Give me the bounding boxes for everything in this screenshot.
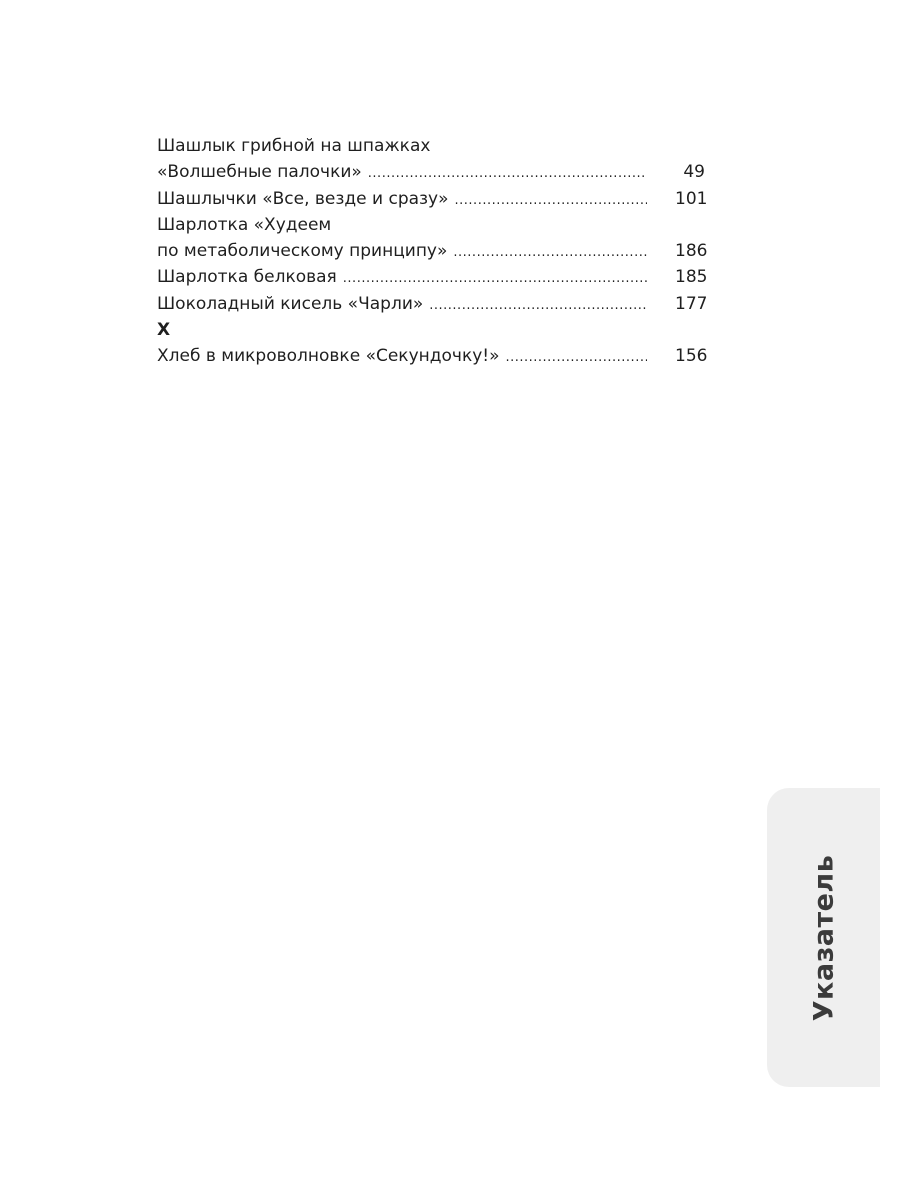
- index-entry-label: Шарлотка белковая: [157, 267, 337, 288]
- index-entry-label: «Волшебные палочки»: [157, 162, 362, 183]
- dot-leader: [429, 293, 647, 319]
- index-entry-label: Шарлотка «Худеем: [157, 214, 332, 235]
- dot-leader: [368, 161, 647, 187]
- index-entry: [157, 159, 705, 185]
- index-entry-page: 101: [675, 188, 708, 209]
- index-list: [157, 133, 708, 370]
- index-entry: [157, 291, 708, 317]
- index-entry-page: 49: [683, 162, 705, 183]
- dot-leader: [343, 266, 647, 292]
- index-entry-label: по метаболическому принципу»: [157, 241, 448, 262]
- index-entry-line: [157, 212, 705, 238]
- section-tab-label: Указатель: [808, 854, 839, 1021]
- index-entry-line: [157, 133, 705, 159]
- index-entry: [157, 238, 708, 264]
- index-entry: [157, 186, 708, 212]
- index-entry-label: Шоколадный кисель «Чарли»: [157, 293, 424, 314]
- index-entry-page: 186: [675, 241, 708, 262]
- index-entry-label: Шашлычки «Все, везде и сразу»: [157, 188, 449, 209]
- dot-leader: [455, 188, 647, 214]
- index-entry-page: 156: [675, 346, 708, 367]
- index-letter-label: Х: [157, 320, 171, 341]
- section-tab: [767, 788, 880, 1087]
- index-entry: [157, 343, 708, 369]
- index-entry-page: 177: [675, 293, 708, 314]
- index-entry: [157, 264, 708, 290]
- index-entry-label: Шашлык грибной на шпажках: [157, 136, 431, 156]
- dot-leader: [505, 345, 647, 371]
- index-entry-page: 185: [675, 267, 708, 288]
- index-letter-heading: [157, 317, 705, 343]
- dot-leader: [453, 240, 647, 266]
- index-entry-label: Хлеб в микроволновке «Секундочку!»: [157, 346, 500, 367]
